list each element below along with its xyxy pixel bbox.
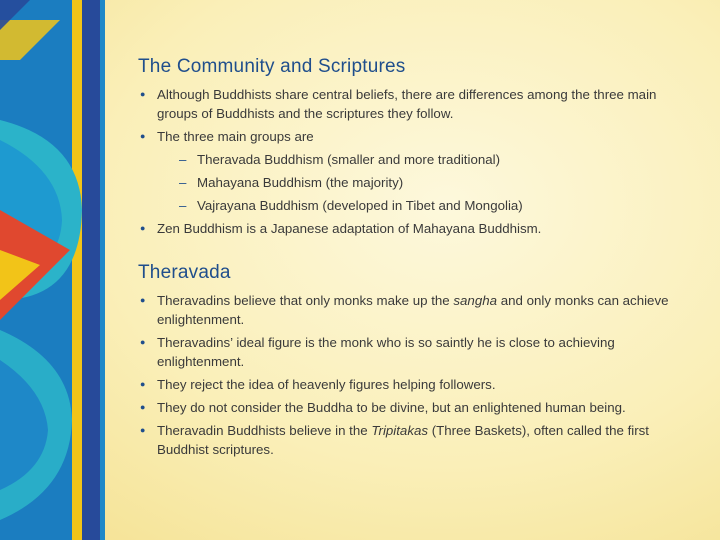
bullet-tripitakas-post: (Three Baskets), often called the first Buddhist scriptures. [157,423,650,457]
bullet-sangha-pre: Theravadins believe that only monks make up the [157,293,454,308]
bullet-sangha [138,291,698,329]
bullet-buddha-human: ● They do not consider the Buddha to be divine, but an enlightened human being. [138,398,698,417]
sub-bullet-vajrayana: – Vajrayana Buddhism (developed in Tibet and Mongolia) [157,196,698,215]
bullet-tripitakas [138,421,698,459]
slide-content [138,56,698,463]
bullet-main-groups-text: The three main groups are [157,129,314,144]
bullet-reject-heavenly: ● They reject the idea of heavenly figures helping followers. [138,375,698,394]
bullet-differences: ● Although Buddhists share central beliefs, there are differences among the three main groups of Buddhists and the scriptures they follow. [138,85,698,123]
sub-bullet-mahayana: – Mahayana Buddhism (the majority) [157,173,698,192]
sub-bullet-theravada: – Theravada Buddhism (smaller and more traditional) [157,150,698,169]
term-tripitakas: Tripitakas [371,423,429,438]
decorative-side-graphic [0,0,105,540]
section-title-theravada: Theravada [138,262,231,283]
bullet-sangha-post: and only monks can achieve enlightenment. [157,293,669,327]
term-sangha: sangha [453,293,498,308]
section-title-community: The Community and Scriptures [138,56,406,77]
groups-sub-list [157,150,698,215]
theravada-bullet-list [138,291,698,459]
bullet-ideal-figure: ● Theravadins’ ideal figure is the monk who is so saintly he is close to achieving enlightenment. [138,333,698,371]
bullet-tripitakas-pre: Theravadin Buddhists believe in the [157,423,372,438]
bullet-main-groups [138,127,698,215]
bullet-zen: ● Zen Buddhism is a Japanese adaptation of Mahayana Buddhism. [138,219,698,238]
community-bullet-list [138,85,698,238]
